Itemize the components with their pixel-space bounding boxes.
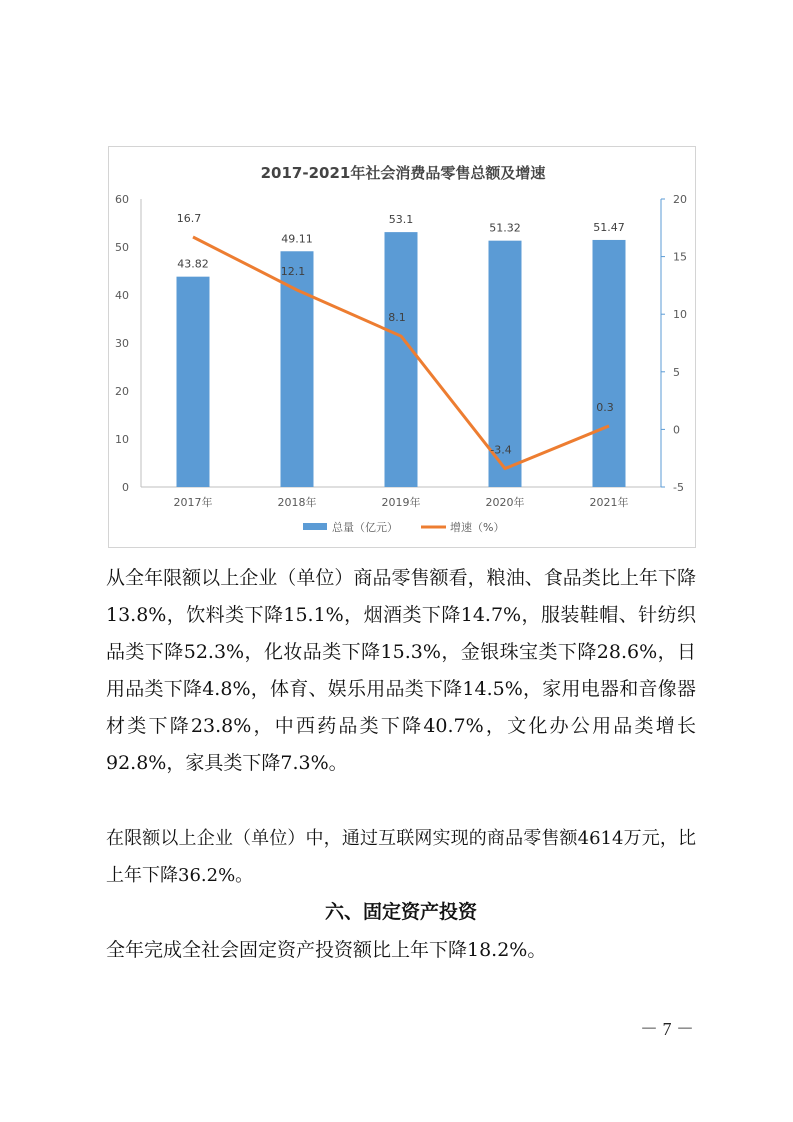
bar [593, 240, 626, 487]
y-tick-label: 10 [115, 433, 129, 446]
y2-tick-label: 20 [673, 193, 687, 206]
y-tick-label: 50 [115, 241, 129, 254]
paragraph-fixed-investment: 全年完成全社会固定资产投资额比上年下降18.2%。 [106, 939, 547, 961]
x-tick-label: 2020年 [485, 496, 525, 509]
legend-bar-swatch [303, 523, 327, 530]
chart-title: 2017-2021年社会消费品零售总额及增速 [260, 164, 546, 182]
line-data-label: 0.3 [596, 400, 614, 414]
y2-tick-label: 10 [673, 308, 687, 322]
y-tick-label: 20 [115, 385, 129, 398]
bar [385, 232, 418, 487]
y2-tick-label: 0 [673, 423, 680, 437]
paragraph-internet-retail: 在限额以上企业（单位）中，通过互联网实现的商品零售额4614万元，比上年下降36.2%。 [106, 828, 696, 886]
x-tick-label: 2018年 [277, 496, 317, 509]
x-tick-label: 2019年 [381, 496, 421, 509]
line-data-label: 12.1 [280, 265, 306, 279]
section-title: 六、固定资产投资 [324, 901, 477, 923]
x-tick-label: 2021年 [589, 496, 629, 509]
chart-container [108, 146, 696, 548]
y-tick-label: 0 [122, 481, 129, 494]
y-tick-label: 40 [115, 289, 129, 302]
y-tick-label: 30 [115, 337, 129, 350]
bar-data-label: 53.1 [388, 213, 414, 227]
page-number: － 7 － [640, 1019, 694, 1039]
bar-data-label: 49.11 [281, 232, 313, 246]
bar-data-label: 51.47 [593, 220, 625, 234]
x-tick-label: 2017年 [173, 496, 213, 509]
bar-data-label: 51.32 [489, 221, 521, 235]
legend-line-label: 增速（%） [450, 521, 505, 534]
y2-tick-label: -5 [673, 481, 684, 494]
bar-data-label: 43.82 [177, 257, 209, 271]
line-data-label: -3.4 [490, 443, 512, 457]
bar [177, 277, 210, 487]
y-tick-label: 60 [115, 193, 129, 206]
line-data-label: 16.7 [176, 212, 202, 226]
combo-chart [109, 147, 697, 549]
line-data-label: 8.1 [388, 311, 406, 325]
bar [281, 251, 314, 487]
legend-bar-label: 总量（亿元） [332, 521, 398, 534]
y2-tick-label: 15 [673, 250, 687, 264]
paragraph-retail-categories: 从全年限额以上企业（单位）商品零售额看，粮油、食品类比上年下降13.8%，饮料类下降15.1%，烟酒类下降14.7%，服装鞋帽、针纺织品类下降52.3%，化妆品类下降15.3%，金银珠宝类下降28.6%，日用品类下降4.8%，体育、娱乐用品类下降14.5%，家用电器和音像器材类下降23.8%，中西药品类下降40.7%，文化办公用品类增长92.8%，家具类下降7.3%。 [106, 567, 696, 774]
y2-tick-label: 5 [673, 365, 680, 379]
